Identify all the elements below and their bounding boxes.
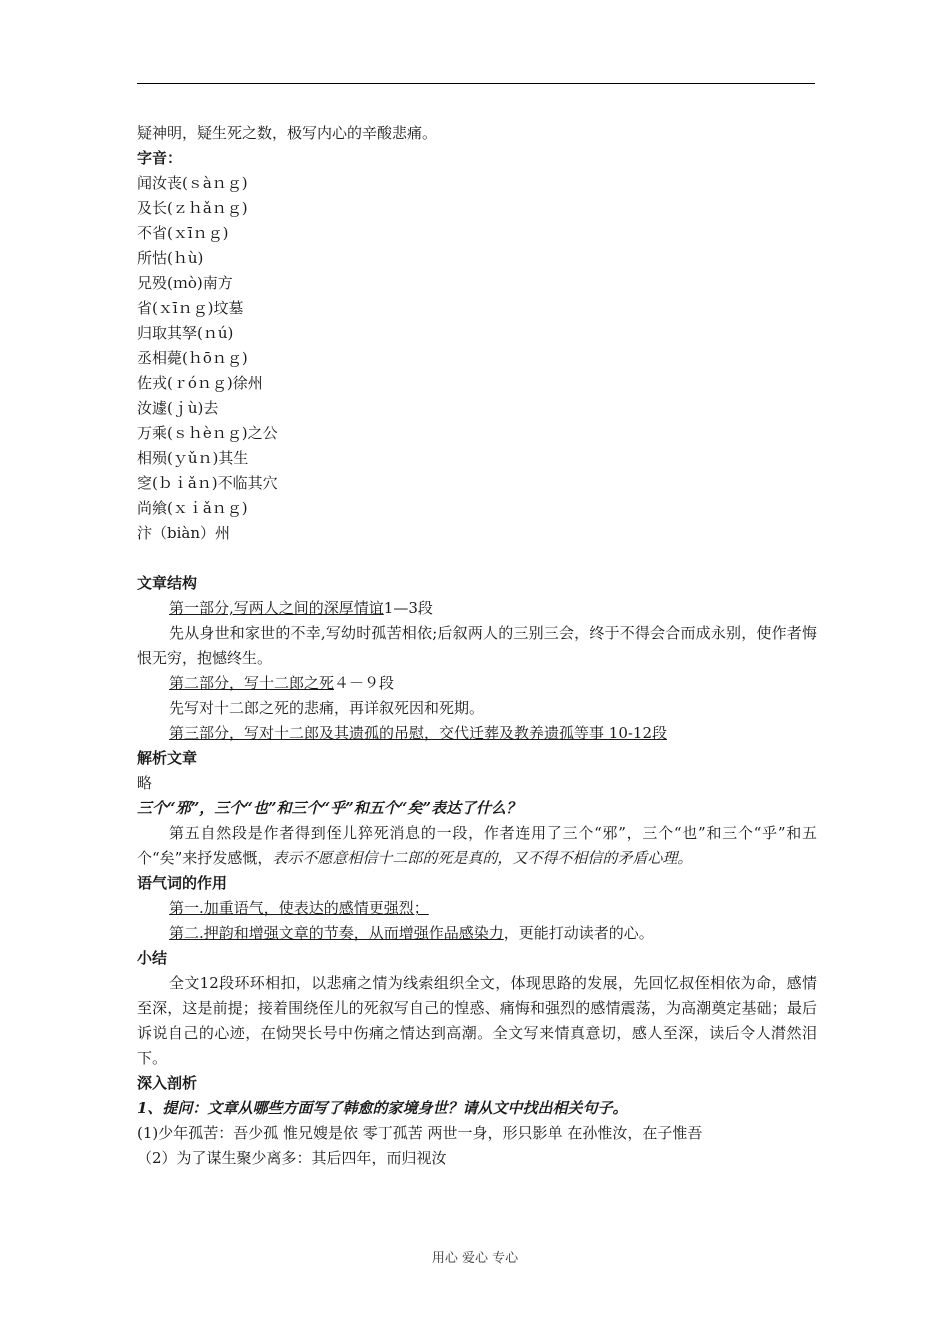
pron-item: 万乘(ｓｈèｎｇ)之公 xyxy=(137,424,278,442)
pron-item: 及长(ｚｈǎｎｇ) xyxy=(137,199,248,217)
summary-heading: 小结 xyxy=(137,949,168,967)
page-footer: 用心 爱心 专心 xyxy=(431,1251,519,1266)
question-body-plain: 第五自然段是作者得到侄儿猝死消息的一段，作者连用了三个“邪”，三个“也”和三个“乎”和五个“矣”来抒发感慨， xyxy=(137,824,817,867)
pron-item: 汴（biàn）州 xyxy=(137,524,231,542)
document-body xyxy=(137,121,817,1171)
particles-second-text: 第二.押韵和增强文章的节奏，从而增强作品感染力 xyxy=(169,924,504,942)
deep-heading: 深入剖析 xyxy=(137,1074,198,1092)
structure-part-2 xyxy=(137,671,817,696)
part-2-range: ４－９段 xyxy=(334,674,395,692)
summary-body: 全文12段环环相扣，以悲痛之情为线索组织全文，体现思路的发展，先回忆叔侄相依为命，感情至深，这是前提；接着围绕侄儿的死叙写自己的惶惑、痛悔和强烈的感情震荡，为高潮奠定基础；最后诉说自己的心迹，在恸哭长号中伤痛之情达到高潮。全文写来情真意切，感人至深，读后令人潸然泪下。 xyxy=(137,974,817,1067)
particles-second-tail: ，更能打动读者的心。 xyxy=(503,924,654,942)
pron-item: 相殒(ｙǔｎ)其生 xyxy=(137,449,249,467)
part-3-label: 第三部分，写对十二郎及其遗孤的吊慰，交代迁葬及教养遗孤等事 10-12段 xyxy=(169,724,668,742)
pron-item: 省(ｘīｎｇ)坟墓 xyxy=(137,299,244,317)
pron-item: 不省(ｘīｎｇ) xyxy=(137,224,229,242)
particles-heading: 语气词的作用 xyxy=(137,874,228,892)
pron-item: 尚飨(ｘｉǎｎｇ) xyxy=(137,499,248,517)
deep-question-1: 1、提问：文章从哪些方面写了韩愈的家境身世？请从文中找出相关句子。 xyxy=(137,1099,628,1117)
question-heading: 三个“邪”，三个“也”和三个“乎”和五个“矣”表达了什么？ xyxy=(137,799,522,817)
particles-first-text: 第一.加重语气，使表达的感情更强烈； xyxy=(169,899,429,917)
pron-item: 闻汝丧(ｓàｎｇ) xyxy=(137,174,248,192)
part-2-label: 第二部分，写十二郎之死 xyxy=(169,674,335,692)
question-body xyxy=(137,821,817,871)
structure-part-3 xyxy=(137,721,817,746)
pron-item: 丞相薨(ｈōｎｇ) xyxy=(137,349,248,367)
deep-answer-1: (1)少年孤苦：吾少孤 惟兄嫂是依 零丁孤苦 两世一身，形只影单 在孙惟汝，在子惟吾 xyxy=(137,1124,703,1142)
part-1-description: 先从身世和家世的不幸,写幼时孤苦相依;后叙两人的三别三会，终于不得会合而成永别，使作者悔恨无穷，抱憾终生。 xyxy=(137,624,817,667)
pron-item: 所怙(ｈù) xyxy=(137,249,204,267)
question-body-italic: 表示不愿意相信十二郎的死是真的，又不得不相信的矛盾心理。 xyxy=(272,849,693,867)
header-rule xyxy=(137,83,815,84)
pron-item: 窆(ｂｉǎｎ)不临其穴 xyxy=(137,474,278,492)
pronunciation-list xyxy=(137,171,817,546)
deep-answer-2: （2）为了谋生聚少离多：其后四年，而归视汝 xyxy=(137,1149,447,1167)
part-1-label: 第一部分,写两人之间的深厚情谊 xyxy=(169,599,384,617)
structure-heading: 文章结构 xyxy=(137,574,198,592)
part-1-range: 1—3段 xyxy=(383,599,433,617)
analysis-body: 略 xyxy=(137,774,153,792)
structure-part-1 xyxy=(137,596,817,621)
analysis-heading: 解析文章 xyxy=(137,749,198,767)
pron-item: 兄殁(ｍò)南方 xyxy=(137,274,233,292)
pron-item: 汝遽(ｊù)去 xyxy=(137,399,219,417)
part-2-description: 先写对十二郎之死的悲痛，再详叙死因和死期。 xyxy=(169,699,485,717)
particles-second xyxy=(137,921,817,946)
pron-item: 佐戎(ｒóｎｇ)徐州 xyxy=(137,374,263,392)
pronunciation-heading: 字音： xyxy=(137,149,183,167)
intro-line: 疑神明，疑生死之数，极写内心的辛酸悲痛。 xyxy=(137,124,438,142)
pron-item: 归取其孥(ｎú) xyxy=(137,324,234,342)
particles-first xyxy=(137,896,817,921)
